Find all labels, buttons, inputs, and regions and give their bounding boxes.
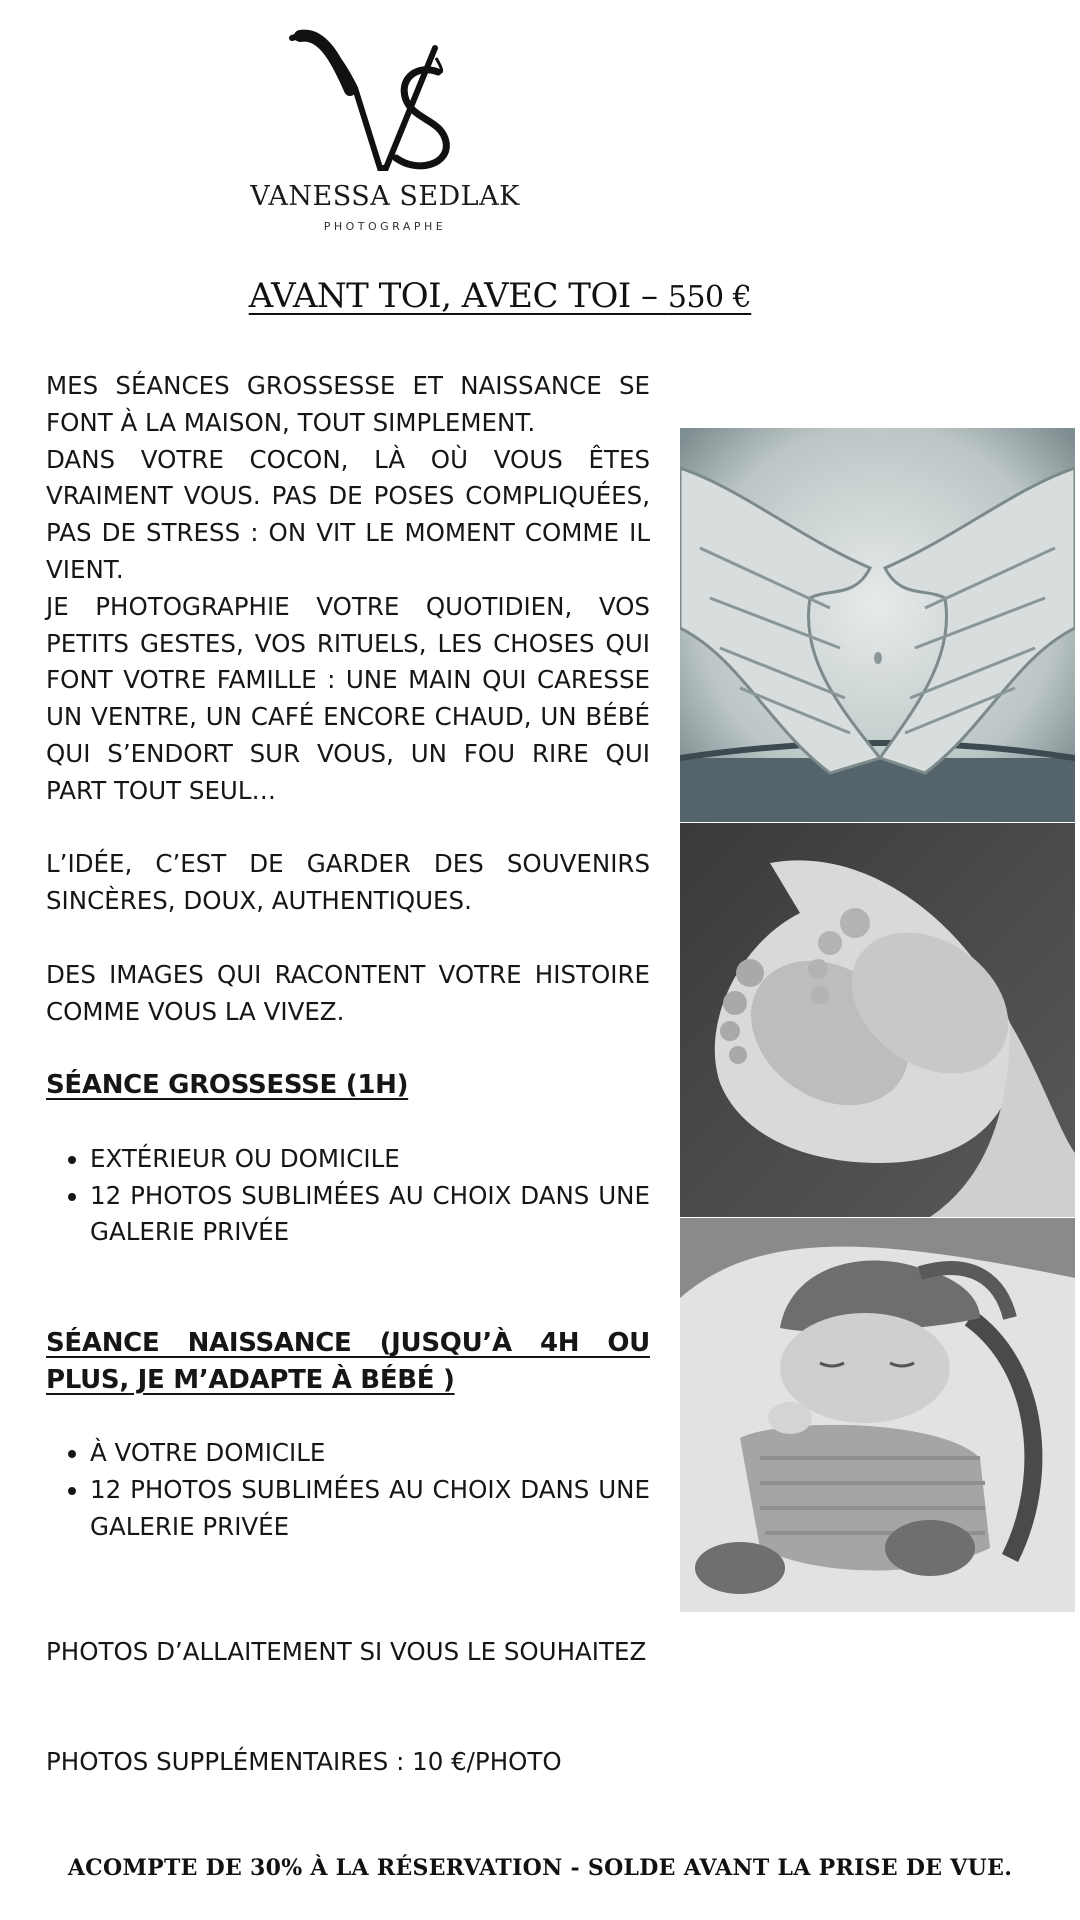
- logo-name: VANESSA SEDLAK: [250, 181, 520, 212]
- photo-newborn-sleeping: [680, 1218, 1075, 1612]
- spacer: [46, 810, 650, 847]
- breastfeeding-note: PHOTOS D’ALLAITEMENT SI VOUS LE SOUHAITEZ: [46, 1637, 647, 1666]
- brand-logo: [240, 28, 530, 238]
- page-title-price: 550 €: [667, 280, 752, 315]
- list-item: • EXTÉRIEUR OU DOMICILE: [90, 1141, 650, 1178]
- intro-paragraph-5: DES IMAGES QUI RACONTENT VOTRE HISTOIRE COMME VOUS LA VIVEZ.: [46, 959, 650, 1026]
- vs-monogram-icon: [260, 28, 510, 178]
- intro-paragraph-1: MES SÉANCES GROSSESSE ET NAISSANCE SE FONT À LA MAISON, TOUT SIMPLEMENT.: [46, 371, 650, 437]
- spacer: [46, 1030, 650, 1067]
- deposit-note: ACOMPTE DE 30% À LA RÉSERVATION - SOLDE AVANT LA PRISE DE VUE.: [67, 1855, 1013, 1881]
- logo-subtitle: PHOTOGRAPHE: [323, 220, 447, 233]
- session-newborn-title: SÉANCE NAISSANCE (JUSQU’À 4H OU PLUS, JE M’ADAPTE À BÉBÉ ): [46, 1327, 650, 1395]
- spacer: [46, 1288, 650, 1325]
- content-column: [46, 368, 650, 1546]
- page-title: [0, 276, 1000, 316]
- spacer: [46, 920, 650, 957]
- session-pregnancy-title: SÉANCE GROSSESSE (1H): [46, 1070, 409, 1101]
- intro-paragraph-2: DANS VOTRE COCON, LÀ OÙ VOUS ÊTES VRAIMENT VOUS. PAS DE POSES COMPLIQUÉES, PAS DE STRESS : ON VIT LE MOMENT COMME IL VIENT.: [46, 444, 650, 584]
- extra-photos-price: PHOTOS SUPPLÉMENTAIRES : 10 €/PHOTO: [46, 1747, 562, 1776]
- session-pregnancy-list: [46, 1141, 650, 1251]
- spacer: [46, 1398, 650, 1435]
- photo-pregnancy-hands-heart: [680, 428, 1075, 822]
- list-item: • 12 PHOTOS SUBLIMÉES AU CHOIX DANS UNE GALERIE PRIVÉE: [90, 1178, 650, 1252]
- spacer: [46, 1104, 650, 1141]
- photo-baby-feet: [680, 823, 1075, 1217]
- intro-paragraph-4: L’IDÉE, C’EST DE GARDER DES SOUVENIRS SINCÈRES, DOUX, AUTHENTIQUES.: [46, 849, 650, 916]
- session-newborn-list: [46, 1435, 650, 1545]
- list-item: • À VOTRE DOMICILE: [90, 1435, 650, 1472]
- intro-paragraph-3: JE PHOTOGRAPHIE VOTRE QUOTIDIEN, VOS PETITS GESTES, VOS RITUELS, LES CHOSES QUI FONT VOTRE FAMILLE : UNE MAIN QUI CARESSE UN VENTRE, UN CAFÉ ENCORE CHAUD, UN BÉBÉ QUI S’ENDORT SUR VOUS, UN FOU RIRE QUI PART TOUT SEUL…: [46, 591, 650, 805]
- spacer: [46, 1251, 650, 1288]
- list-item: • 12 PHOTOS SUBLIMÉES AU CHOIX DANS UNE GALERIE PRIVÉE: [90, 1472, 650, 1546]
- page-title-text: AVANT TOI, AVEC TOI –: [248, 276, 668, 316]
